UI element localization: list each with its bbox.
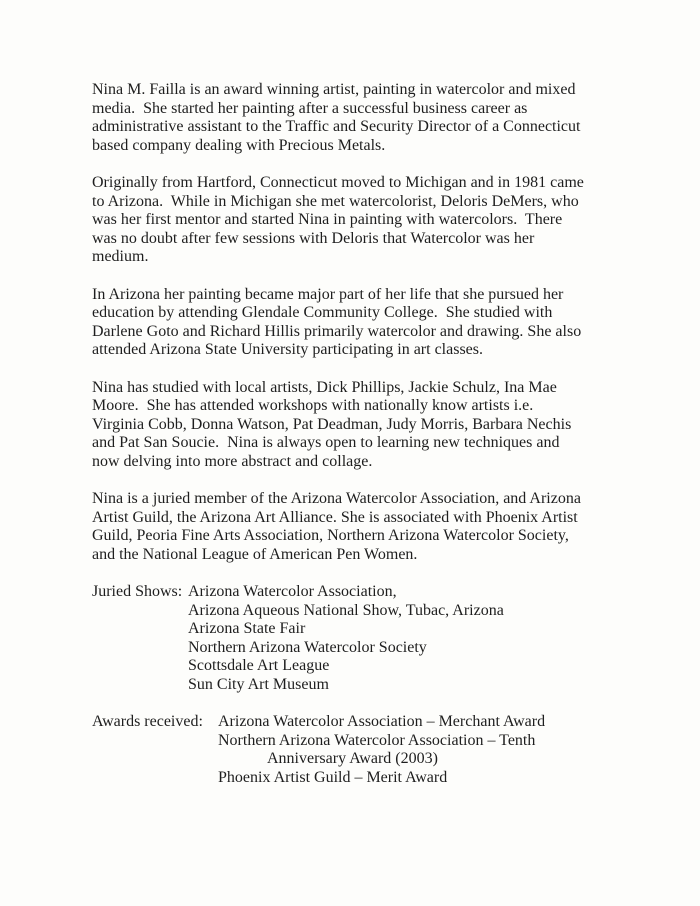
text-line: Originally from Hartford, Connecticut moved to Michigan and in 1981 came	[92, 173, 584, 191]
awards-label: Awards received:	[92, 713, 203, 731]
award-item: Northern Arizona Watercolor Association – Tenth	[218, 731, 536, 749]
juried-show-item: Sun City Art Museum	[188, 676, 329, 693]
text-line: to Arizona. While in Michigan she met watercolorist, Deloris DeMers, who	[92, 192, 579, 210]
juried-show-item: Arizona Watercolor Association,	[188, 583, 397, 601]
paragraph-memberships	[92, 490, 652, 564]
text-line: Nina M. Failla is an award winning artist, painting in watercolor and mixed	[92, 81, 576, 98]
paragraph-education	[92, 286, 652, 360]
text-line: media. She started her painting after a successful business career as	[92, 99, 528, 117]
text-line: Virginia Cobb, Donna Watson, Pat Deadman, Judy Morris, Barbara Nechis	[92, 415, 572, 433]
awards-section	[92, 713, 652, 787]
text-line: attended Arizona State University participating in art classes.	[92, 341, 483, 359]
juried-show-item: Arizona Aqueous National Show, Tubac, Arizona	[188, 601, 504, 619]
text-line: Darlene Goto and Richard Hillis primarily watercolor and drawing. She also	[92, 322, 582, 340]
juried-show-item: Northern Arizona Watercolor Society	[188, 638, 427, 656]
paragraph-workshops	[92, 379, 652, 472]
paragraph-intro	[92, 81, 652, 155]
text-line: now delving into more abstract and collage.	[92, 452, 373, 470]
text-line: Nina is a juried member of the Arizona Watercolor Association, and Arizona	[92, 490, 581, 508]
award-item: Arizona Watercolor Association – Merchant Award	[218, 713, 546, 731]
text-line: medium.	[92, 248, 149, 266]
text-line: was her first mentor and started Nina in painting with watercolors. There	[92, 211, 563, 229]
text-line: Guild, Peoria Fine Arts Association, Northern Arizona Watercolor Society,	[92, 527, 569, 545]
award-item: Phoenix Artist Guild – Merit Award	[218, 768, 448, 786]
text-line: and Pat San Soucie. Nina is always open to learning new techniques and	[92, 434, 560, 452]
text-line: Nina has studied with local artists, Dick Phillips, Jackie Schulz, Ina Mae	[92, 378, 557, 396]
juried-show-item: Arizona State Fair	[188, 620, 306, 638]
paragraph-origins	[92, 174, 652, 267]
juried-shows-label: Juried Shows:	[92, 583, 183, 601]
text-line: Moore. She has attended workshops with nationally know artists i.e.	[92, 397, 534, 415]
juried-shows-section	[92, 583, 652, 695]
text-line: administrative assistant to the Traffic and Security Director of a Connecticut	[92, 118, 581, 136]
text-line: Artist Guild, the Arizona Art Alliance. She is associated with Phoenix Artist	[92, 508, 578, 526]
text-line: In Arizona her painting became major part of her life that she pursued her	[92, 285, 564, 303]
text-line: education by attending Glendale Community College. She studied with	[92, 304, 553, 322]
document-page	[92, 81, 652, 788]
text-line: was no doubt after few sessions with Deloris that Watercolor was her	[92, 229, 535, 247]
juried-show-item: Scottsdale Art League	[188, 657, 330, 675]
text-line: and the National League of American Pen Women.	[92, 545, 418, 563]
award-item-continued: Anniversary Award (2003)	[267, 750, 438, 768]
text-line: based company dealing with Precious Metals.	[92, 136, 386, 154]
